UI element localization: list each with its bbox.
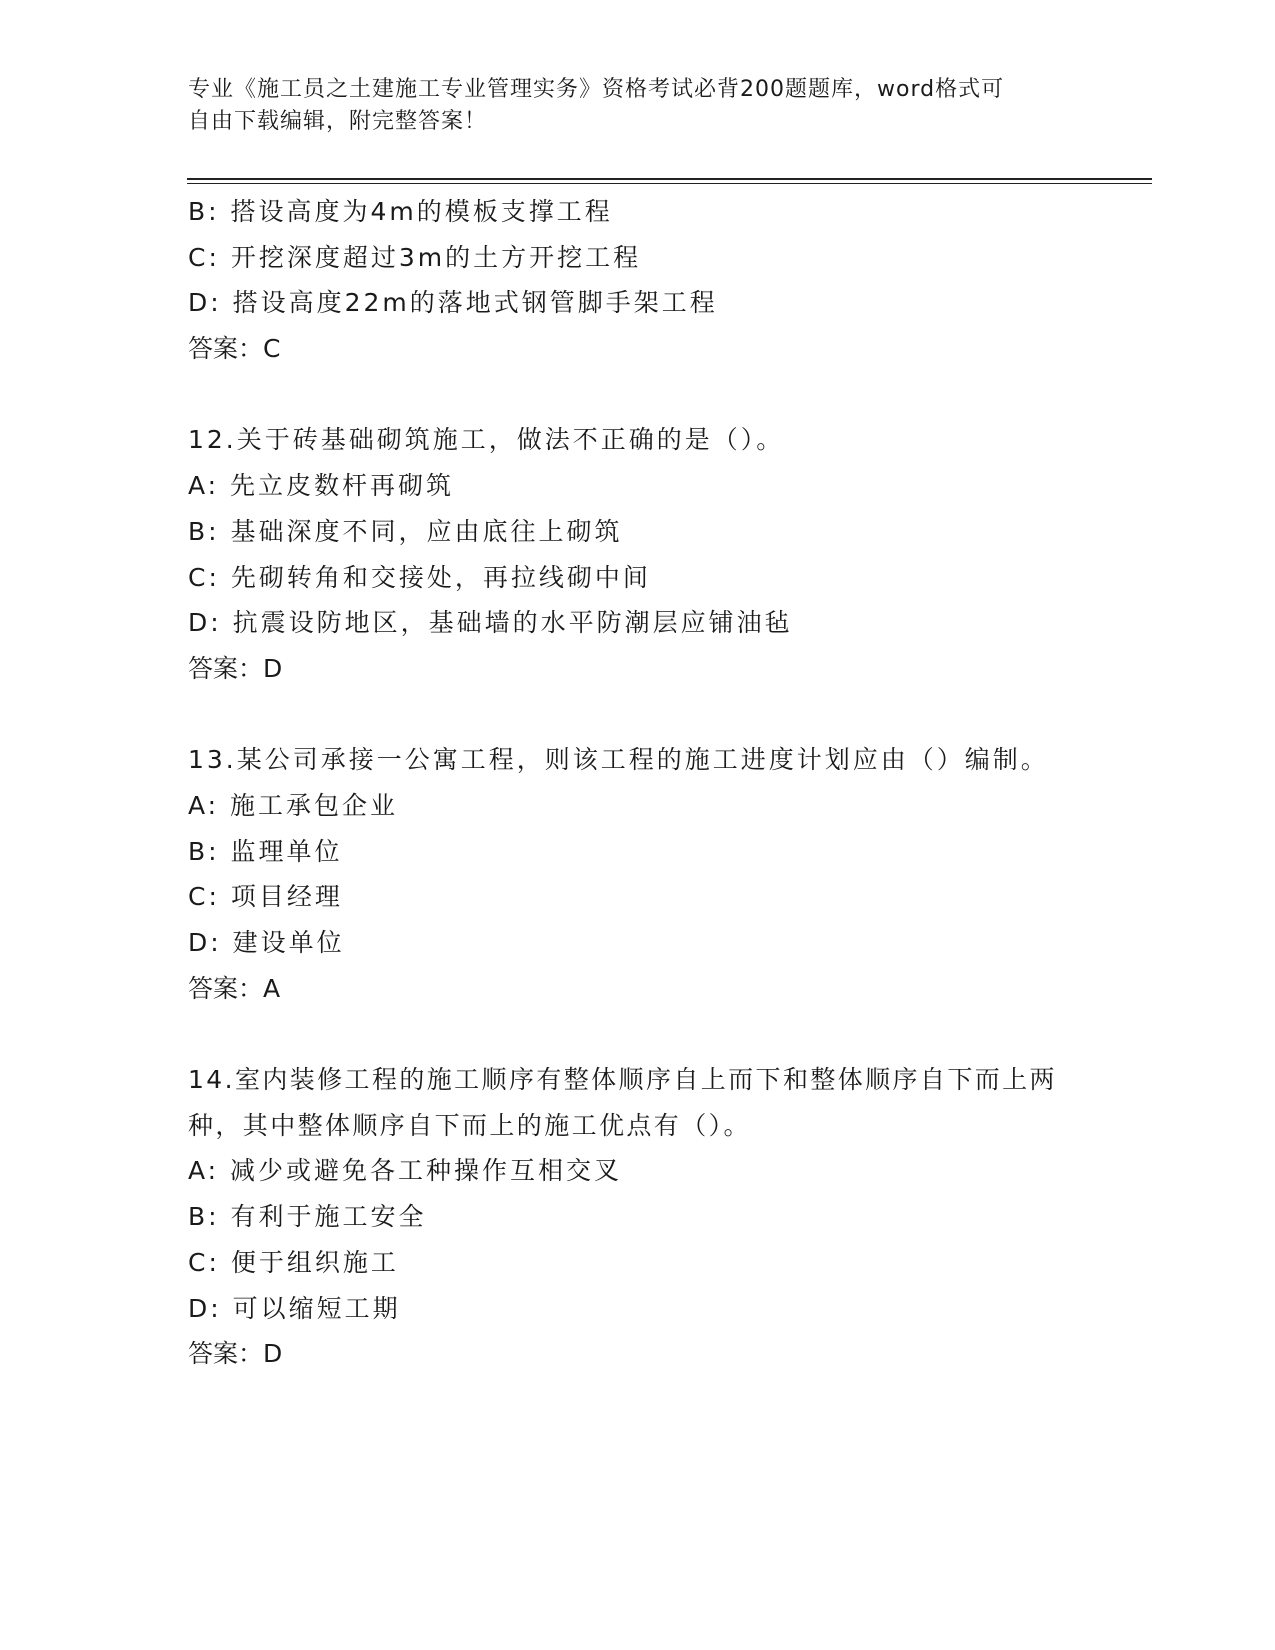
- option-d: D: 建设单位: [188, 928, 345, 957]
- question-block-11-continued: [188, 189, 1088, 372]
- option-d: D: 搭设高度22m的落地式钢管脚手架工程: [188, 288, 718, 318]
- question-stem: 14.室内装修工程的施工顺序有整体顺序自上而下和整体顺序自下而上两种，其中整体顺序自下而上的施工优点有（）。: [188, 1065, 1057, 1140]
- option-a: A: 施工承包企业: [188, 790, 399, 820]
- option-d: D: 可以缩短工期: [188, 1293, 401, 1323]
- answer-line: 答案：D: [188, 1339, 283, 1369]
- answer-line: 答案：C: [188, 334, 281, 364]
- option-c: C: 开挖深度超过3m的土方开挖工程: [188, 242, 642, 272]
- option-b: B: 有利于施工安全: [188, 1202, 427, 1232]
- spacer: [188, 692, 1088, 738]
- option-b: B: 监理单位: [188, 836, 343, 866]
- option-c: C: 先砌转角和交接处，再拉线砌中间: [188, 562, 651, 592]
- answer-line: 答案：A: [188, 973, 281, 1003]
- option-b: B: 搭设高度为4m的模板支撑工程: [188, 197, 613, 226]
- option-a: A: 先立皮数杆再砌筑: [188, 471, 455, 501]
- document-header: [188, 74, 1088, 138]
- question-block-14: [188, 1057, 1088, 1377]
- question-list: [188, 189, 1088, 1377]
- option-c: C: 项目经理: [188, 882, 343, 912]
- question-block-12: [188, 417, 1088, 691]
- header-line-2: 自由下载编辑，附完整答案！: [188, 109, 488, 134]
- question-stem: 12.关于砖基础砌筑施工，做法不正确的是（）。: [188, 425, 785, 455]
- question-block-13: [188, 737, 1088, 1011]
- spacer: [188, 1011, 1088, 1057]
- header-rule-thick: [187, 178, 1152, 180]
- answer-line: 答案：D: [188, 653, 283, 683]
- option-b: B: 基础深度不同，应由底往上砌筑: [188, 516, 623, 546]
- question-stem: 13.某公司承接一公寓工程，则该工程的施工进度计划应由（）编制。: [188, 745, 1049, 775]
- option-a: A: 减少或避免各工种操作互相交叉: [188, 1156, 623, 1186]
- header-line-1: 专业《施工员之土建施工专业管理实务》资格考试必背200题题库，word格式可: [188, 77, 1005, 102]
- option-c: C: 便于组织施工: [188, 1247, 399, 1277]
- spacer: [188, 372, 1088, 418]
- header-rule-thin: [187, 183, 1152, 184]
- option-d: D: 抗震设防地区，基础墙的水平防潮层应铺油毡: [188, 608, 793, 638]
